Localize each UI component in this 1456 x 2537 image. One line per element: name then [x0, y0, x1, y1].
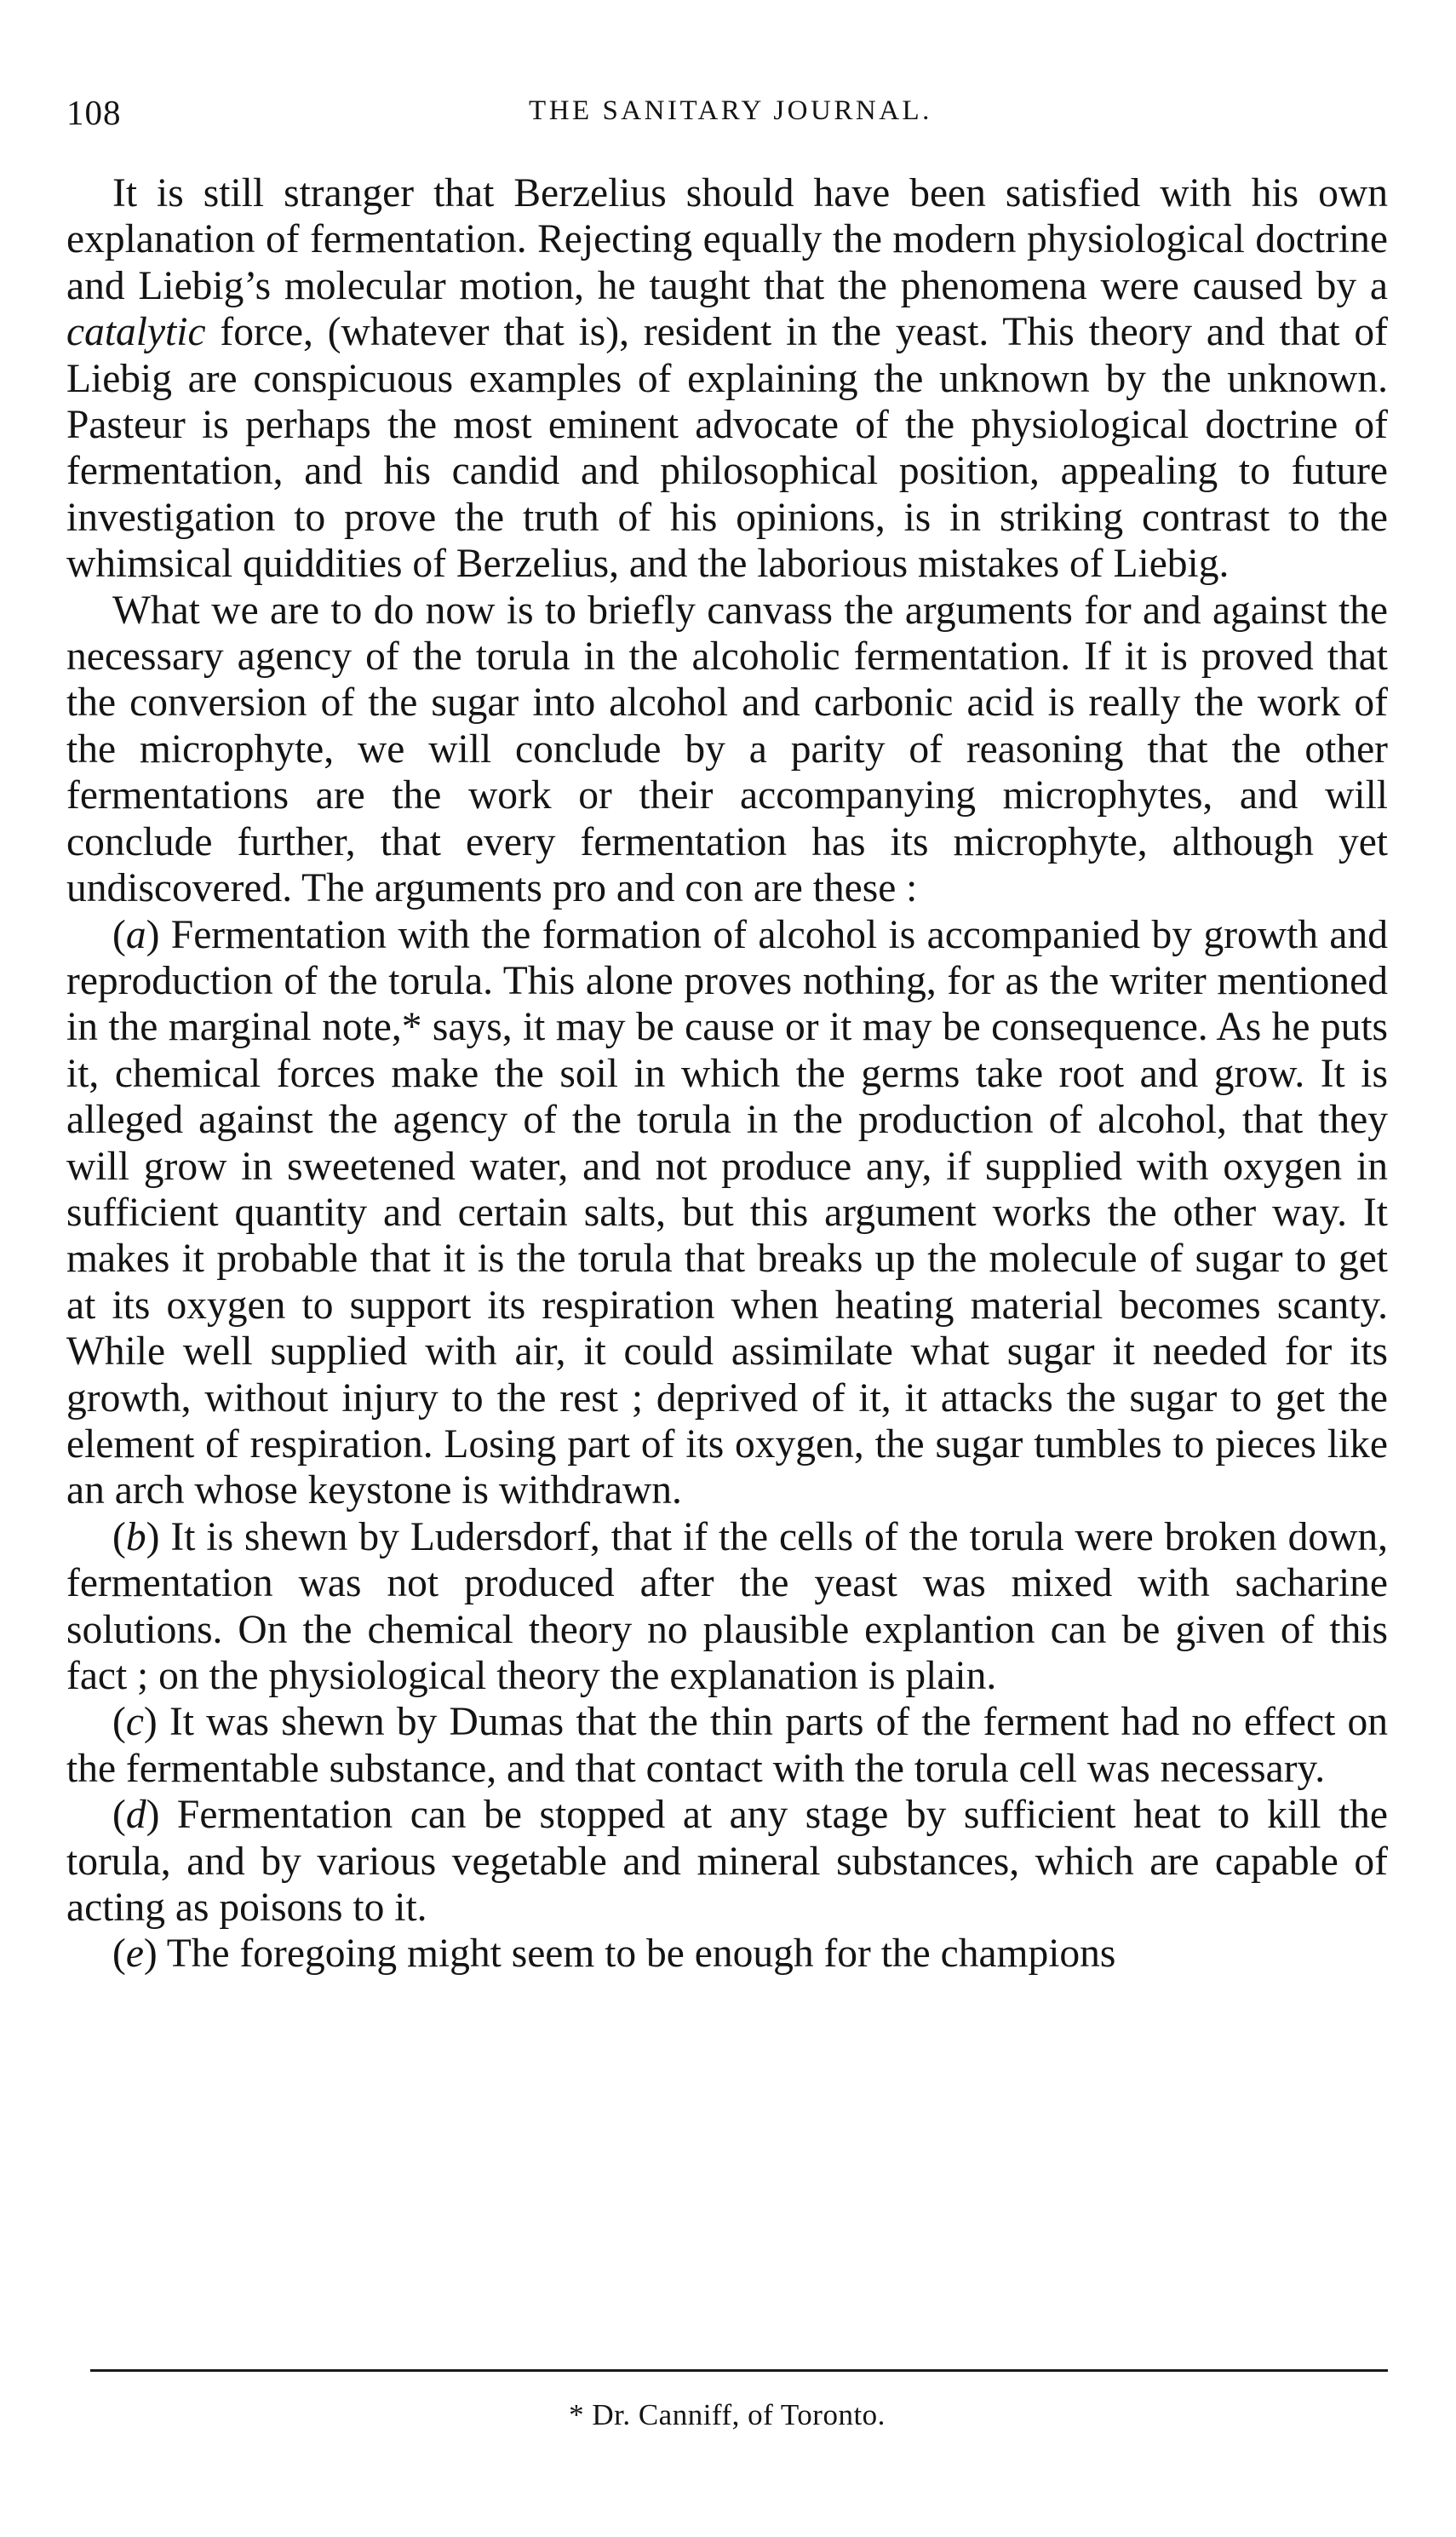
paragraph-argument-d [66, 1792, 1388, 1931]
article-body [66, 170, 1388, 1977]
paragraph-text: ) It is shewn by Ludersdorf, that if the cells of the torula were broken down, fermentation was not produced after the yeast was mixed with sacharine solutions. On the chemical theory no plausible explantion can be given of this fact ; on the physiological theory the explanation is plain. [66, 1514, 1388, 1698]
paragraph-text: ( [112, 1514, 126, 1559]
paragraph-text: ( [112, 1700, 126, 1745]
list-marker: b [125, 1514, 146, 1559]
list-marker: e [125, 1931, 144, 1977]
paragraph-text: ( [112, 1793, 126, 1838]
paragraph-argument-b [66, 1514, 1388, 1700]
paragraph-text: What we are to do now is to briefly canvass the arguments for and against the necessary agency of the torula in the alcoholic fermentation. If it is proved that the conversion of the sugar into alcohol and carbonic acid is really the work of the microphyte, we will conclude by a parity of reasoning that the other fermentations are the work or their accompanying microphytes, and will conclude further, that every fermentation has its microphyte, although yet undiscovered. The arguments pro and con are these : [66, 588, 1388, 911]
paragraph-text: ) It was shewn by Dumas that the thin parts of the ferment had no effect on the fermentable substance, and that contact with the torula cell was necessary. [66, 1700, 1388, 1791]
paragraph-text: It is still stranger that Berzelius should have been satisfied with his own explanation of fermentation. Rejecting equally the modern physiological doctrine and Liebig’s molecular motion, he taught that the phenomena were caused by a [66, 171, 1388, 308]
paragraph-argument-a [66, 912, 1388, 1514]
footnote-rule [90, 2369, 1388, 2372]
running-head [66, 92, 1395, 135]
italic-term: catalytic [66, 310, 206, 355]
list-marker: c [125, 1700, 144, 1745]
paragraph-text: ) The foregoing might seem to be enough for the champions [143, 1931, 1116, 1977]
paragraph-text: ( [112, 912, 126, 957]
list-marker: a [125, 912, 146, 957]
paragraph-text: force, (whatever that is), resident in the yeast. This theory and that of Liebig are conspicuous examples of explaining the unknown by the unknown. Pasteur is perhaps the most eminent advocate of the physiological doctrine of fermentation, and his candid and philosophical position, appealing to future investigation to prove the truth of his opinions, is in striking contrast to the whimsical quiddities of Berzelius, and the laborious mistakes of Liebig. [66, 310, 1388, 587]
paragraph-text: ) Fermentation with the formation of alcohol is accompanied by growth and reproduction of the torula. This alone proves nothing, for as the writer mentioned in the marginal note,* says, it may be cause or it may be consequence. As he puts it, chemical forces make the soil in which the germs take root and grow. It is alleged against the agency of the torula in the production of alcohol, that they will grow in sweetened water, and not produce any, if supplied with oxygen in sufficient quantity and certain salts, but this argument works the other way. It makes it probable that it is the torula that breaks up the molecule of sugar to get at its oxygen to support its respiration when heating material becomes scanty. While well supplied with air, it could assimilate what sugar it needed for its growth, without injury to the rest ; deprived of it, it attacks the sugar to get the element of respiration. Losing part of its oxygen, the sugar tumbles to pieces like an arch whose keystone is withdrawn. [66, 912, 1388, 1513]
paragraph-text: ( [112, 1931, 126, 1977]
list-marker: d [125, 1793, 146, 1838]
page-number: 108 [66, 93, 122, 132]
paragraph-argument-e [66, 1931, 1388, 1977]
footnote: * Dr. Canniff, of Toronto. [569, 2398, 886, 2431]
journal-title: THE SANITARY JOURNAL. [529, 95, 932, 126]
paragraph-arguments-intro [66, 588, 1388, 912]
paragraph-berzelius [66, 170, 1388, 588]
paragraph-argument-c [66, 1699, 1388, 1792]
paragraph-text: ) Fermentation can be stopped at any stage by sufficient heat to kill the torula, and by various vegetable and mineral substances, which are capable of acting as poisons to it. [66, 1793, 1388, 1931]
